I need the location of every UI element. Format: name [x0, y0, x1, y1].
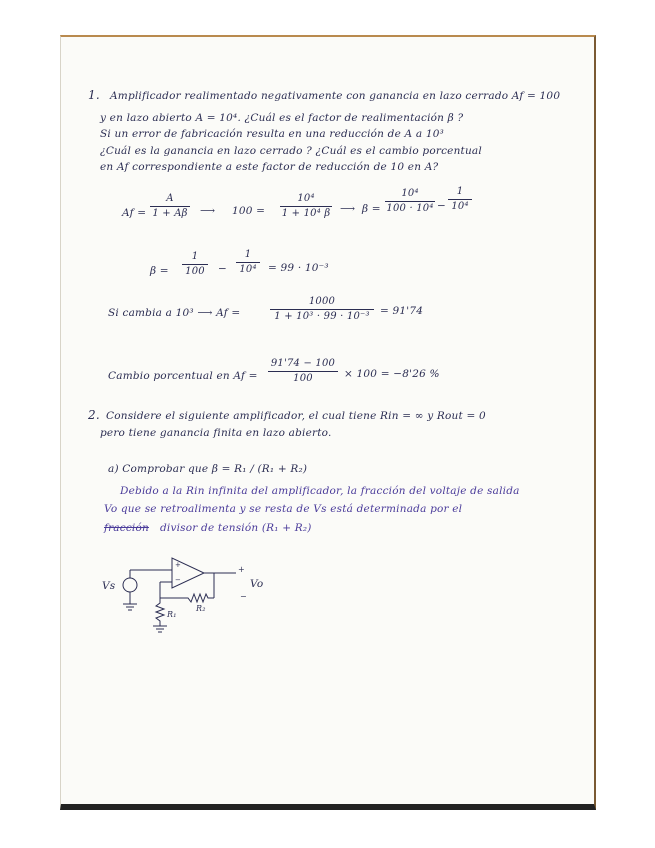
circuit-minus-input: −: [175, 576, 182, 584]
problem-1-line-1: Amplificador realimentado negativamente con ganancia en lazo cerrado Af = 100: [110, 90, 561, 102]
eq3-den: 1 + 10³ · 99 · 10⁻³: [274, 311, 370, 322]
part-a-answer-struck: fracción: [104, 522, 149, 534]
part-a-answer-line-1: Debido a la Rin infinita del amplificador, la fracción del voltaje de salida: [120, 485, 520, 497]
part-a-answer-line-3: divisor de tensión (R₁ + R₂): [160, 522, 312, 534]
eq1-f1-den: 1 + Aβ: [152, 208, 188, 219]
eq1-f2-den: 1 + 10⁴ β: [281, 208, 331, 219]
circuit-r1-label: R₁: [167, 610, 177, 619]
problem-1-line-4: ¿Cuál es la ganancia en lazo cerrado ? ¿Cuál es el cambio porcentual: [100, 145, 482, 157]
circuit-out-minus: −: [240, 592, 247, 601]
eq2-f1-num: 1: [191, 251, 199, 262]
eq1-f3-den: 100 · 10⁴: [386, 203, 434, 214]
eq2-f1-den: 100: [185, 266, 205, 277]
eq1-arrow-2: ⟶: [340, 203, 356, 215]
eq3-prefix: Si cambia a 10³ ⟶ Af =: [108, 307, 241, 319]
eq2-result: = 99 · 10⁻³: [268, 262, 329, 274]
eq2-f2-num: 1: [244, 249, 252, 260]
eq1-mid: 100 =: [232, 205, 266, 217]
problem-2-line-1: Considere el siguiente amplificador, el cual tiene Rin = ∞ y Rout = 0: [106, 410, 486, 422]
eq2-minus: −: [218, 263, 227, 275]
eq3-num: 1000: [308, 296, 336, 307]
circuit-vo-label: Vo: [250, 578, 264, 590]
problem-1-line-5: en Af correspondiente a este factor de reducción de 10 en A?: [100, 161, 439, 173]
problem-1-line-3: Si un error de fabricación resulta en una reducción de A a 10³: [100, 128, 445, 140]
part-a-answer-line-2: Vo que se retroalimenta y se resta de Vs está determinada por el: [104, 503, 463, 515]
eq1-arrow-1: ⟶: [200, 205, 216, 217]
eq2-lhs: β =: [150, 265, 169, 277]
part-a-label: a) Comprobar que β = R₁ / (R₁ + R₂): [108, 463, 308, 475]
problem-1-number: 1.: [88, 88, 100, 102]
circuit-plus-input: +: [175, 561, 182, 569]
eq4-num: 91'74 − 100: [270, 358, 336, 369]
problem-2-number: 2.: [88, 408, 100, 422]
eq1-minus: −: [437, 200, 446, 212]
voltage-source-icon: [123, 578, 137, 592]
eq4-den: 100: [293, 373, 313, 384]
eq1-beta: β =: [362, 203, 381, 215]
eq1-f2-num: 10⁴: [297, 193, 315, 204]
circuit-out-plus: +: [238, 565, 245, 574]
problem-1-line-2: y en lazo abierto A = 10⁴. ¿Cuál es el factor de realimentación β ?: [100, 112, 464, 124]
circuit-r2-label: R₂: [196, 604, 206, 613]
eq3-result: = 91'74: [380, 305, 424, 317]
eq4-prefix: Cambio porcentual en Af =: [108, 370, 258, 382]
eq4-result: × 100 = −8'26 %: [344, 368, 440, 380]
eq1-f1-num: A: [166, 193, 174, 204]
problem-2-line-2: pero tiene ganancia finita en lazo abierto.: [100, 427, 332, 439]
circuit-vs-label: Vs: [102, 580, 116, 592]
eq1-f4-den: 10⁴: [451, 201, 469, 212]
eq2-f2-den: 10⁴: [239, 264, 257, 275]
resistor-r1-icon: [156, 598, 164, 626]
resistor-r2-icon: [160, 594, 214, 602]
eq1-lhs: Af =: [122, 207, 147, 219]
eq1-f4-num: 1: [456, 186, 464, 197]
eq1-f3-num: 10⁴: [401, 188, 419, 199]
